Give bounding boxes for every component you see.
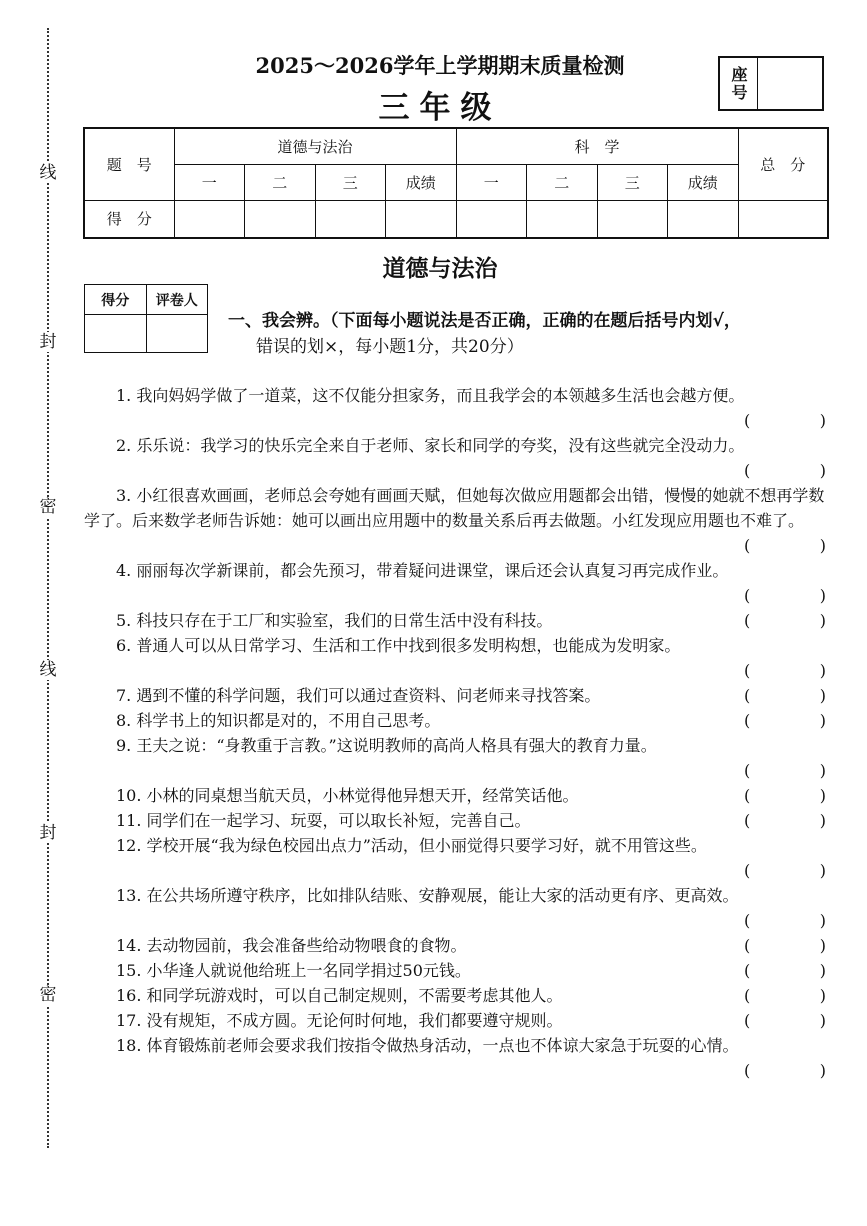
grader-score-header: 得分 bbox=[85, 285, 147, 315]
bracket-close: ) bbox=[819, 911, 826, 930]
bracket-open: ( bbox=[744, 411, 751, 430]
bracket-close: ) bbox=[819, 761, 826, 780]
subject-header-science: 科 学 bbox=[456, 128, 738, 164]
answer-bracket[interactable] bbox=[744, 658, 826, 683]
col-header: 成绩 bbox=[386, 164, 457, 200]
bracket-open: ( bbox=[744, 586, 751, 605]
question-item bbox=[84, 833, 826, 883]
bracket-open: ( bbox=[744, 786, 751, 805]
score-cell[interactable] bbox=[597, 200, 668, 238]
bracket-close: ) bbox=[819, 861, 826, 880]
bracket-open: ( bbox=[744, 1011, 751, 1030]
answer-bracket[interactable] bbox=[744, 908, 826, 933]
grader-table bbox=[84, 284, 208, 353]
question-item bbox=[84, 633, 826, 683]
col-header: 一 bbox=[174, 164, 245, 200]
question-text: 15. 小华逢人就说他给班上一名同学捐过50元钱。 bbox=[116, 961, 471, 980]
score-cell[interactable] bbox=[527, 200, 598, 238]
question-text: 16. 和同学玩游戏时，可以自己制定规则，不需要考虑其他人。 bbox=[116, 986, 563, 1005]
bracket-open: ( bbox=[744, 536, 751, 555]
exam-title: 2025～2026学年上学期期末质量检测 bbox=[255, 53, 625, 78]
bracket-open: ( bbox=[744, 936, 751, 955]
item-label-cell: 题 号 bbox=[84, 128, 174, 200]
bracket-close: ) bbox=[819, 461, 826, 480]
bracket-open: ( bbox=[744, 1061, 751, 1080]
col-header: 二 bbox=[245, 164, 316, 200]
question-item bbox=[84, 708, 826, 733]
question-text: 7. 遇到不懂的科学问题，我们可以通过查资料、问老师来寻找答案。 bbox=[116, 686, 601, 705]
section-title: 道德与法治 bbox=[382, 256, 498, 282]
question-text: 17. 没有规矩，不成方圆。无论何时何地，我们都要遵守规则。 bbox=[116, 1011, 563, 1030]
instruction-line: 错误的划×，每小题1分，共20分） bbox=[256, 337, 524, 357]
question-text: 6. 普通人可以从日常学习、生活和工作中找到很多发明构想，也能成为发明家。 bbox=[116, 636, 681, 655]
answer-bracket[interactable] bbox=[744, 783, 826, 808]
bracket-open: ( bbox=[744, 961, 751, 980]
col-header: 一 bbox=[456, 164, 527, 200]
bracket-open: ( bbox=[744, 611, 751, 630]
answer-bracket[interactable] bbox=[744, 858, 826, 883]
question-text: 10. 小林的同桌想当航天员，小林觉得他异想天开，经常笑话他。 bbox=[116, 786, 579, 805]
total-score-cell[interactable] bbox=[738, 200, 828, 238]
binding-mark: 线 bbox=[39, 660, 57, 680]
score-label-cell: 得 分 bbox=[84, 200, 174, 238]
bracket-close: ) bbox=[819, 686, 826, 705]
seat-number-box bbox=[718, 56, 824, 111]
question-text: 2. 乐乐说：我学习的快乐完全来自于老师、家长和同学的夸奖，没有这些就完全没动力。 bbox=[116, 436, 745, 455]
answer-bracket[interactable] bbox=[744, 608, 826, 633]
subject-header-moral: 道德与法治 bbox=[174, 128, 456, 164]
question-text: 14. 去动物园前，我会准备些给动物喂食的食物。 bbox=[116, 936, 467, 955]
score-cell[interactable] bbox=[174, 200, 245, 238]
question-text: 9. 王夫之说：“身教重于言教。”这说明教师的高尚人格具有强大的教育力量。 bbox=[116, 736, 657, 755]
question-text: 1. 我向妈妈学做了一道菜，这不仅能分担家务，而且我学会的本领越多生活也会越方便。 bbox=[116, 386, 745, 405]
answer-bracket[interactable] bbox=[744, 458, 826, 483]
seat-label: 座号 bbox=[720, 58, 758, 109]
col-header: 三 bbox=[597, 164, 668, 200]
question-text: 11. 同学们在一起学习、玩耍，可以取长补短，完善自己。 bbox=[116, 811, 531, 830]
score-cell[interactable] bbox=[386, 200, 457, 238]
bracket-open: ( bbox=[744, 761, 751, 780]
score-cell[interactable] bbox=[456, 200, 527, 238]
grader-name-cell[interactable] bbox=[146, 315, 208, 353]
grader-score-cell[interactable] bbox=[85, 315, 147, 353]
question-item bbox=[84, 483, 826, 558]
binding-mark: 封 bbox=[39, 823, 57, 843]
bracket-open: ( bbox=[744, 861, 751, 880]
question-text: 13. 在公共场所遵守秩序，比如排队结账、安静观展，能让大家的活动更有序、更高效。 bbox=[116, 886, 739, 905]
score-cell[interactable] bbox=[315, 200, 386, 238]
bracket-close: ) bbox=[819, 611, 826, 630]
question-item bbox=[84, 683, 826, 708]
question-item bbox=[84, 433, 826, 483]
bracket-close: ) bbox=[819, 661, 826, 680]
answer-bracket[interactable] bbox=[744, 408, 826, 433]
bracket-open: ( bbox=[744, 911, 751, 930]
question-item bbox=[84, 983, 826, 1008]
total-label-cell: 总 分 bbox=[738, 128, 828, 200]
answer-bracket[interactable] bbox=[744, 533, 826, 558]
question-item bbox=[84, 733, 826, 783]
answer-bracket[interactable] bbox=[744, 983, 826, 1008]
grader-name-header: 评卷人 bbox=[146, 285, 208, 315]
answer-bracket[interactable] bbox=[744, 1008, 826, 1033]
grade-title: 三年级 bbox=[378, 90, 502, 126]
answer-bracket[interactable] bbox=[744, 758, 826, 783]
bracket-open: ( bbox=[744, 986, 751, 1005]
bracket-close: ) bbox=[819, 1061, 826, 1080]
bracket-open: ( bbox=[744, 686, 751, 705]
answer-bracket[interactable] bbox=[744, 683, 826, 708]
question-item bbox=[84, 883, 826, 933]
question-item bbox=[84, 1033, 826, 1083]
binding-mark: 线 bbox=[39, 163, 57, 183]
bracket-open: ( bbox=[744, 661, 751, 680]
question-text: 18. 体育锻炼前老师会要求我们按指令做热身活动，一点也不体谅大家急于玩耍的心情。 bbox=[116, 1036, 739, 1055]
binding-mark: 密 bbox=[39, 985, 57, 1005]
question-item bbox=[84, 933, 826, 958]
answer-bracket[interactable] bbox=[744, 958, 826, 983]
question-list bbox=[84, 383, 826, 1083]
answer-bracket[interactable] bbox=[744, 708, 826, 733]
bracket-close: ) bbox=[819, 811, 826, 830]
bracket-close: ) bbox=[819, 986, 826, 1005]
binding-dotted-line bbox=[47, 28, 49, 1148]
instruction-line: 一、我会辨。（下面每小题说法是否正确，正确的在题后括号内划√， bbox=[228, 311, 741, 331]
col-header: 三 bbox=[315, 164, 386, 200]
question-item bbox=[84, 558, 826, 608]
answer-bracket[interactable] bbox=[744, 583, 826, 608]
answer-bracket[interactable] bbox=[744, 933, 826, 958]
score-cell[interactable] bbox=[245, 200, 316, 238]
binding-mark: 封 bbox=[39, 332, 57, 352]
binding-mark: 密 bbox=[39, 497, 57, 517]
question-item bbox=[84, 608, 826, 633]
bracket-open: ( bbox=[744, 811, 751, 830]
bracket-close: ) bbox=[819, 1011, 826, 1030]
bracket-open: ( bbox=[744, 461, 751, 480]
question-item bbox=[84, 1008, 826, 1033]
section-instructions bbox=[228, 308, 828, 360]
bracket-open: ( bbox=[744, 711, 751, 730]
score-table bbox=[83, 127, 829, 239]
bracket-close: ) bbox=[819, 711, 826, 730]
bracket-close: ) bbox=[819, 536, 826, 555]
question-item bbox=[84, 383, 826, 433]
bracket-close: ) bbox=[819, 936, 826, 955]
col-header: 成绩 bbox=[668, 164, 739, 200]
question-text: 3. 小红很喜欢画画，老师总会夸她有画画天赋，但她每次做应用题都会出错，慢慢的她就不想再学数学了。后来数学老师告诉她：她可以画出应用题中的数量关系后再去做题。小红发现应用题也不难了。 bbox=[84, 486, 825, 530]
question-text: 12. 学校开展“我为绿色校园出点力”活动，但小丽觉得只要学习好，就不用管这些。 bbox=[116, 836, 707, 855]
bracket-close: ) bbox=[819, 786, 826, 805]
bracket-close: ) bbox=[819, 961, 826, 980]
bracket-close: ) bbox=[819, 586, 826, 605]
answer-bracket[interactable] bbox=[744, 808, 826, 833]
question-text: 5. 科技只存在于工厂和实验室，我们的日常生活中没有科技。 bbox=[116, 611, 553, 630]
question-item bbox=[84, 958, 826, 983]
question-item bbox=[84, 808, 826, 833]
question-text: 8. 科学书上的知识都是对的，不用自己思考。 bbox=[116, 711, 441, 730]
question-item bbox=[84, 783, 826, 808]
score-cell[interactable] bbox=[668, 200, 739, 238]
col-header: 二 bbox=[527, 164, 598, 200]
question-text: 4. 丽丽每次学新课前，都会先预习，带着疑问进课堂，课后还会认真复习再完成作业。 bbox=[116, 561, 729, 580]
bracket-close: ) bbox=[819, 411, 826, 430]
answer-bracket[interactable] bbox=[744, 1058, 826, 1083]
